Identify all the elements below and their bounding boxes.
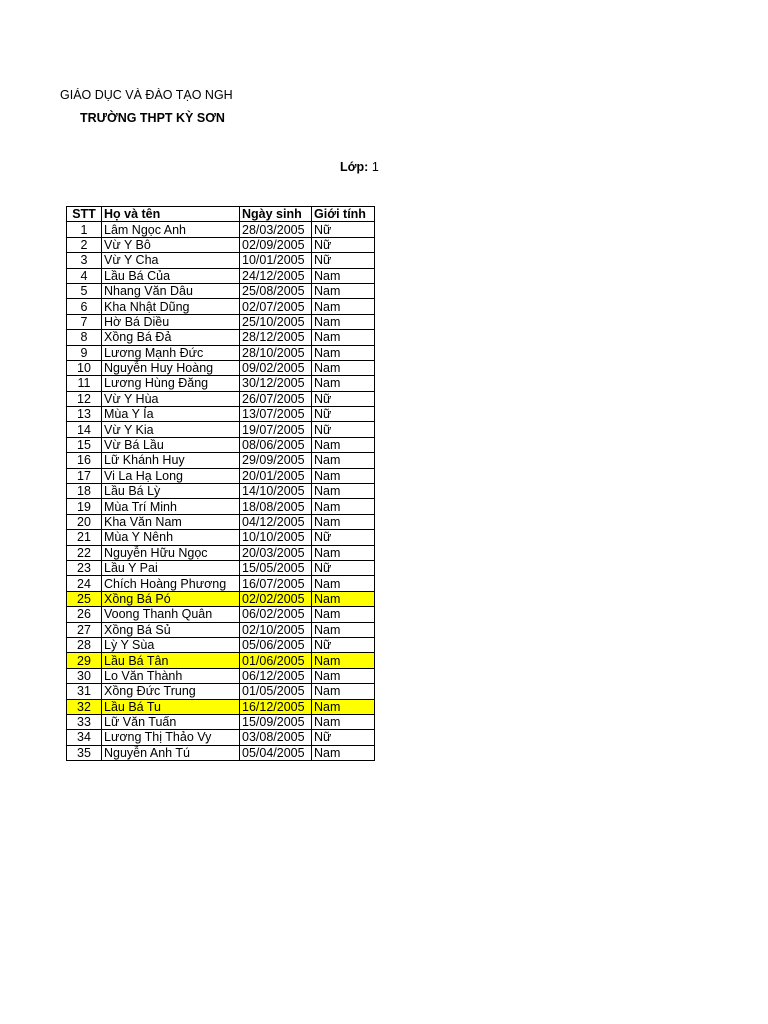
cell-sex: Nam — [312, 499, 375, 514]
class-value: 1 — [371, 160, 379, 174]
cell-name: Lương Mạnh Đức — [102, 345, 240, 360]
cell-name: Mùa Y Nênh — [102, 530, 240, 545]
cell-sex: Nam — [312, 514, 375, 529]
table-row — [67, 560, 375, 575]
table-row — [67, 484, 375, 499]
cell-name: Vừ Bá Lầu — [102, 437, 240, 452]
cell-dob: 13/07/2005 — [240, 407, 312, 422]
table-row — [67, 668, 375, 683]
table-row — [67, 514, 375, 529]
cell-dob: 28/10/2005 — [240, 345, 312, 360]
table-row — [67, 437, 375, 452]
cell-sex: Nam — [312, 437, 375, 452]
cell-sex: Nam — [312, 283, 375, 298]
cell-sex: Nam — [312, 622, 375, 637]
cell-name: Xồng Bá Đả — [102, 330, 240, 345]
column-header-stt: STT — [67, 207, 102, 222]
cell-name: Lầu Bá Lỳ — [102, 484, 240, 499]
cell-name: Vi La Hạ Long — [102, 468, 240, 483]
cell-stt: 5 — [67, 283, 102, 298]
cell-dob: 15/09/2005 — [240, 714, 312, 729]
cell-stt: 9 — [67, 345, 102, 360]
cell-sex: Nam — [312, 376, 375, 391]
cell-dob: 01/06/2005 — [240, 653, 312, 668]
cell-stt: 21 — [67, 530, 102, 545]
table-row — [67, 391, 375, 406]
table-row — [67, 453, 375, 468]
cell-sex: Nữ — [312, 253, 375, 268]
table-row — [67, 622, 375, 637]
cell-dob: 01/05/2005 — [240, 684, 312, 699]
table-row — [67, 345, 375, 360]
student-roster-table — [66, 206, 375, 761]
cell-dob: 16/07/2005 — [240, 576, 312, 591]
cell-dob: 14/10/2005 — [240, 484, 312, 499]
column-header-name: Họ và tên — [102, 207, 240, 222]
cell-dob: 04/12/2005 — [240, 514, 312, 529]
cell-sex: Nam — [312, 330, 375, 345]
cell-sex: Nữ — [312, 730, 375, 745]
cell-stt: 8 — [67, 330, 102, 345]
cell-sex: Nữ — [312, 637, 375, 652]
cell-sex: Nữ — [312, 407, 375, 422]
cell-stt: 26 — [67, 607, 102, 622]
cell-dob: 05/04/2005 — [240, 745, 312, 760]
cell-stt: 30 — [67, 668, 102, 683]
table-row — [67, 530, 375, 545]
cell-dob: 19/07/2005 — [240, 422, 312, 437]
cell-sex: Nam — [312, 345, 375, 360]
table-row — [67, 407, 375, 422]
cell-sex: Nữ — [312, 237, 375, 252]
cell-dob: 02/10/2005 — [240, 622, 312, 637]
table-row — [67, 653, 375, 668]
cell-dob: 25/08/2005 — [240, 283, 312, 298]
cell-sex: Nam — [312, 607, 375, 622]
cell-name: Vừ Y Kia — [102, 422, 240, 437]
table-row — [67, 299, 375, 314]
cell-dob: 20/01/2005 — [240, 468, 312, 483]
cell-stt: 35 — [67, 745, 102, 760]
table-row — [67, 283, 375, 298]
agency-title-text: GIÁO DỤC VÀ ĐÀO TẠO NGH — [60, 88, 233, 102]
cell-sex: Nam — [312, 591, 375, 606]
cell-stt: 33 — [67, 714, 102, 729]
table-row — [67, 745, 375, 760]
cell-sex: Nam — [312, 268, 375, 283]
cell-name: Kha Nhật Dũng — [102, 299, 240, 314]
cell-stt: 19 — [67, 499, 102, 514]
cell-dob: 08/06/2005 — [240, 437, 312, 452]
cell-stt: 17 — [67, 468, 102, 483]
cell-dob: 02/09/2005 — [240, 237, 312, 252]
table-row — [67, 314, 375, 329]
cell-name: Lầu Bá Tu — [102, 699, 240, 714]
cell-name: Lo Văn Thành — [102, 668, 240, 683]
cell-stt: 23 — [67, 560, 102, 575]
cell-dob: 28/03/2005 — [240, 222, 312, 237]
cell-dob: 20/03/2005 — [240, 545, 312, 560]
cell-name: Nguyễn Anh Tú — [102, 745, 240, 760]
cell-dob: 16/12/2005 — [240, 699, 312, 714]
cell-name: Mùa Trí Minh — [102, 499, 240, 514]
cell-dob: 10/10/2005 — [240, 530, 312, 545]
table-row — [67, 499, 375, 514]
cell-stt: 32 — [67, 699, 102, 714]
cell-stt: 25 — [67, 591, 102, 606]
cell-stt: 28 — [67, 637, 102, 652]
cell-sex: Nam — [312, 314, 375, 329]
school-name: TRƯỜNG THPT KỲ SƠN — [80, 111, 225, 125]
cell-name: Lữ Khánh Huy — [102, 453, 240, 468]
cell-stt: 12 — [67, 391, 102, 406]
cell-name: Nguyễn Hữu Ngọc — [102, 545, 240, 560]
table-row — [67, 684, 375, 699]
cell-sex: Nam — [312, 668, 375, 683]
table-header-row — [67, 207, 375, 222]
cell-stt: 20 — [67, 514, 102, 529]
cell-name: Xồng Đức Trung — [102, 684, 240, 699]
cell-name: Lương Hùng Đăng — [102, 376, 240, 391]
cell-dob: 06/12/2005 — [240, 668, 312, 683]
table-row — [67, 545, 375, 560]
cell-sex: Nam — [312, 360, 375, 375]
cell-stt: 27 — [67, 622, 102, 637]
table-row — [67, 376, 375, 391]
cell-sex: Nam — [312, 714, 375, 729]
cell-sex: Nam — [312, 745, 375, 760]
table-row — [67, 576, 375, 591]
class-info — [340, 160, 379, 174]
table-row — [67, 237, 375, 252]
cell-name: Lâm Ngọc Anh — [102, 222, 240, 237]
cell-sex: Nam — [312, 684, 375, 699]
cell-name: Chích Hoàng Phương — [102, 576, 240, 591]
cell-name: Kha Văn Nam — [102, 514, 240, 529]
cell-dob: 06/02/2005 — [240, 607, 312, 622]
table-row — [67, 730, 375, 745]
cell-sex: Nam — [312, 299, 375, 314]
cell-sex: Nam — [312, 576, 375, 591]
table-row — [67, 714, 375, 729]
cell-name: Lầu Bá Tân — [102, 653, 240, 668]
cell-stt: 29 — [67, 653, 102, 668]
cell-sex: Nữ — [312, 560, 375, 575]
class-label: Lớp: — [340, 160, 369, 174]
table-row — [67, 422, 375, 437]
cell-stt: 7 — [67, 314, 102, 329]
cell-dob: 09/02/2005 — [240, 360, 312, 375]
cell-dob: 03/08/2005 — [240, 730, 312, 745]
cell-stt: 14 — [67, 422, 102, 437]
cell-name: Vừ Y Hùa — [102, 391, 240, 406]
cell-sex: Nam — [312, 453, 375, 468]
cell-name: Hờ Bá Diều — [102, 314, 240, 329]
cell-stt: 24 — [67, 576, 102, 591]
cell-name: Xồng Bá Sủ — [102, 622, 240, 637]
cell-stt: 11 — [67, 376, 102, 391]
cell-stt: 15 — [67, 437, 102, 452]
cell-name: Nguyễn Huy Hoàng — [102, 360, 240, 375]
cell-name: Lầu Y Pai — [102, 560, 240, 575]
cell-dob: 25/10/2005 — [240, 314, 312, 329]
table-row — [67, 253, 375, 268]
cell-name: Voong Thanh Quân — [102, 607, 240, 622]
cell-stt: 22 — [67, 545, 102, 560]
cell-sex: Nam — [312, 653, 375, 668]
cell-stt: 2 — [67, 237, 102, 252]
cell-dob: 15/05/2005 — [240, 560, 312, 575]
cell-name: Lương Thị Thảo Vy — [102, 730, 240, 745]
cell-sex: Nam — [312, 484, 375, 499]
table-body — [67, 222, 375, 761]
cell-name: Xồng Bá Pó — [102, 591, 240, 606]
cell-stt: 6 — [67, 299, 102, 314]
cell-dob: 10/01/2005 — [240, 253, 312, 268]
cell-name: Lỳ Y Sùa — [102, 637, 240, 652]
cell-sex: Nam — [312, 468, 375, 483]
table-row — [67, 468, 375, 483]
table-row — [67, 607, 375, 622]
agency-title — [60, 88, 250, 102]
cell-name: Vừ Y Bô — [102, 237, 240, 252]
cell-dob: 24/12/2005 — [240, 268, 312, 283]
cell-name: Lữ Văn Tuấn — [102, 714, 240, 729]
cell-dob: 29/09/2005 — [240, 453, 312, 468]
cell-name: Nhang Văn Dâu — [102, 283, 240, 298]
cell-stt: 3 — [67, 253, 102, 268]
column-header-sex: Giới tính — [312, 207, 375, 222]
cell-stt: 34 — [67, 730, 102, 745]
cell-stt: 10 — [67, 360, 102, 375]
cell-stt: 16 — [67, 453, 102, 468]
table-row — [67, 637, 375, 652]
cell-sex: Nữ — [312, 530, 375, 545]
cell-dob: 26/07/2005 — [240, 391, 312, 406]
cell-sex: Nữ — [312, 391, 375, 406]
cell-stt: 18 — [67, 484, 102, 499]
table-row — [67, 330, 375, 345]
cell-dob: 02/02/2005 — [240, 591, 312, 606]
cell-dob: 18/08/2005 — [240, 499, 312, 514]
table-row — [67, 591, 375, 606]
cell-dob: 05/06/2005 — [240, 637, 312, 652]
cell-stt: 4 — [67, 268, 102, 283]
cell-stt: 31 — [67, 684, 102, 699]
cell-dob: 30/12/2005 — [240, 376, 312, 391]
table-row — [67, 268, 375, 283]
cell-sex: Nữ — [312, 222, 375, 237]
cell-stt: 1 — [67, 222, 102, 237]
cell-name: Vừ Y Cha — [102, 253, 240, 268]
column-header-dob: Ngày sinh — [240, 207, 312, 222]
cell-sex: Nam — [312, 545, 375, 560]
cell-sex: Nữ — [312, 422, 375, 437]
cell-sex: Nam — [312, 699, 375, 714]
cell-name: Mùa Y Ỉa — [102, 407, 240, 422]
cell-dob: 02/07/2005 — [240, 299, 312, 314]
table-row — [67, 699, 375, 714]
table-row — [67, 360, 375, 375]
cell-name: Lầu Bá Của — [102, 268, 240, 283]
table-row — [67, 222, 375, 237]
cell-dob: 28/12/2005 — [240, 330, 312, 345]
cell-stt: 13 — [67, 407, 102, 422]
